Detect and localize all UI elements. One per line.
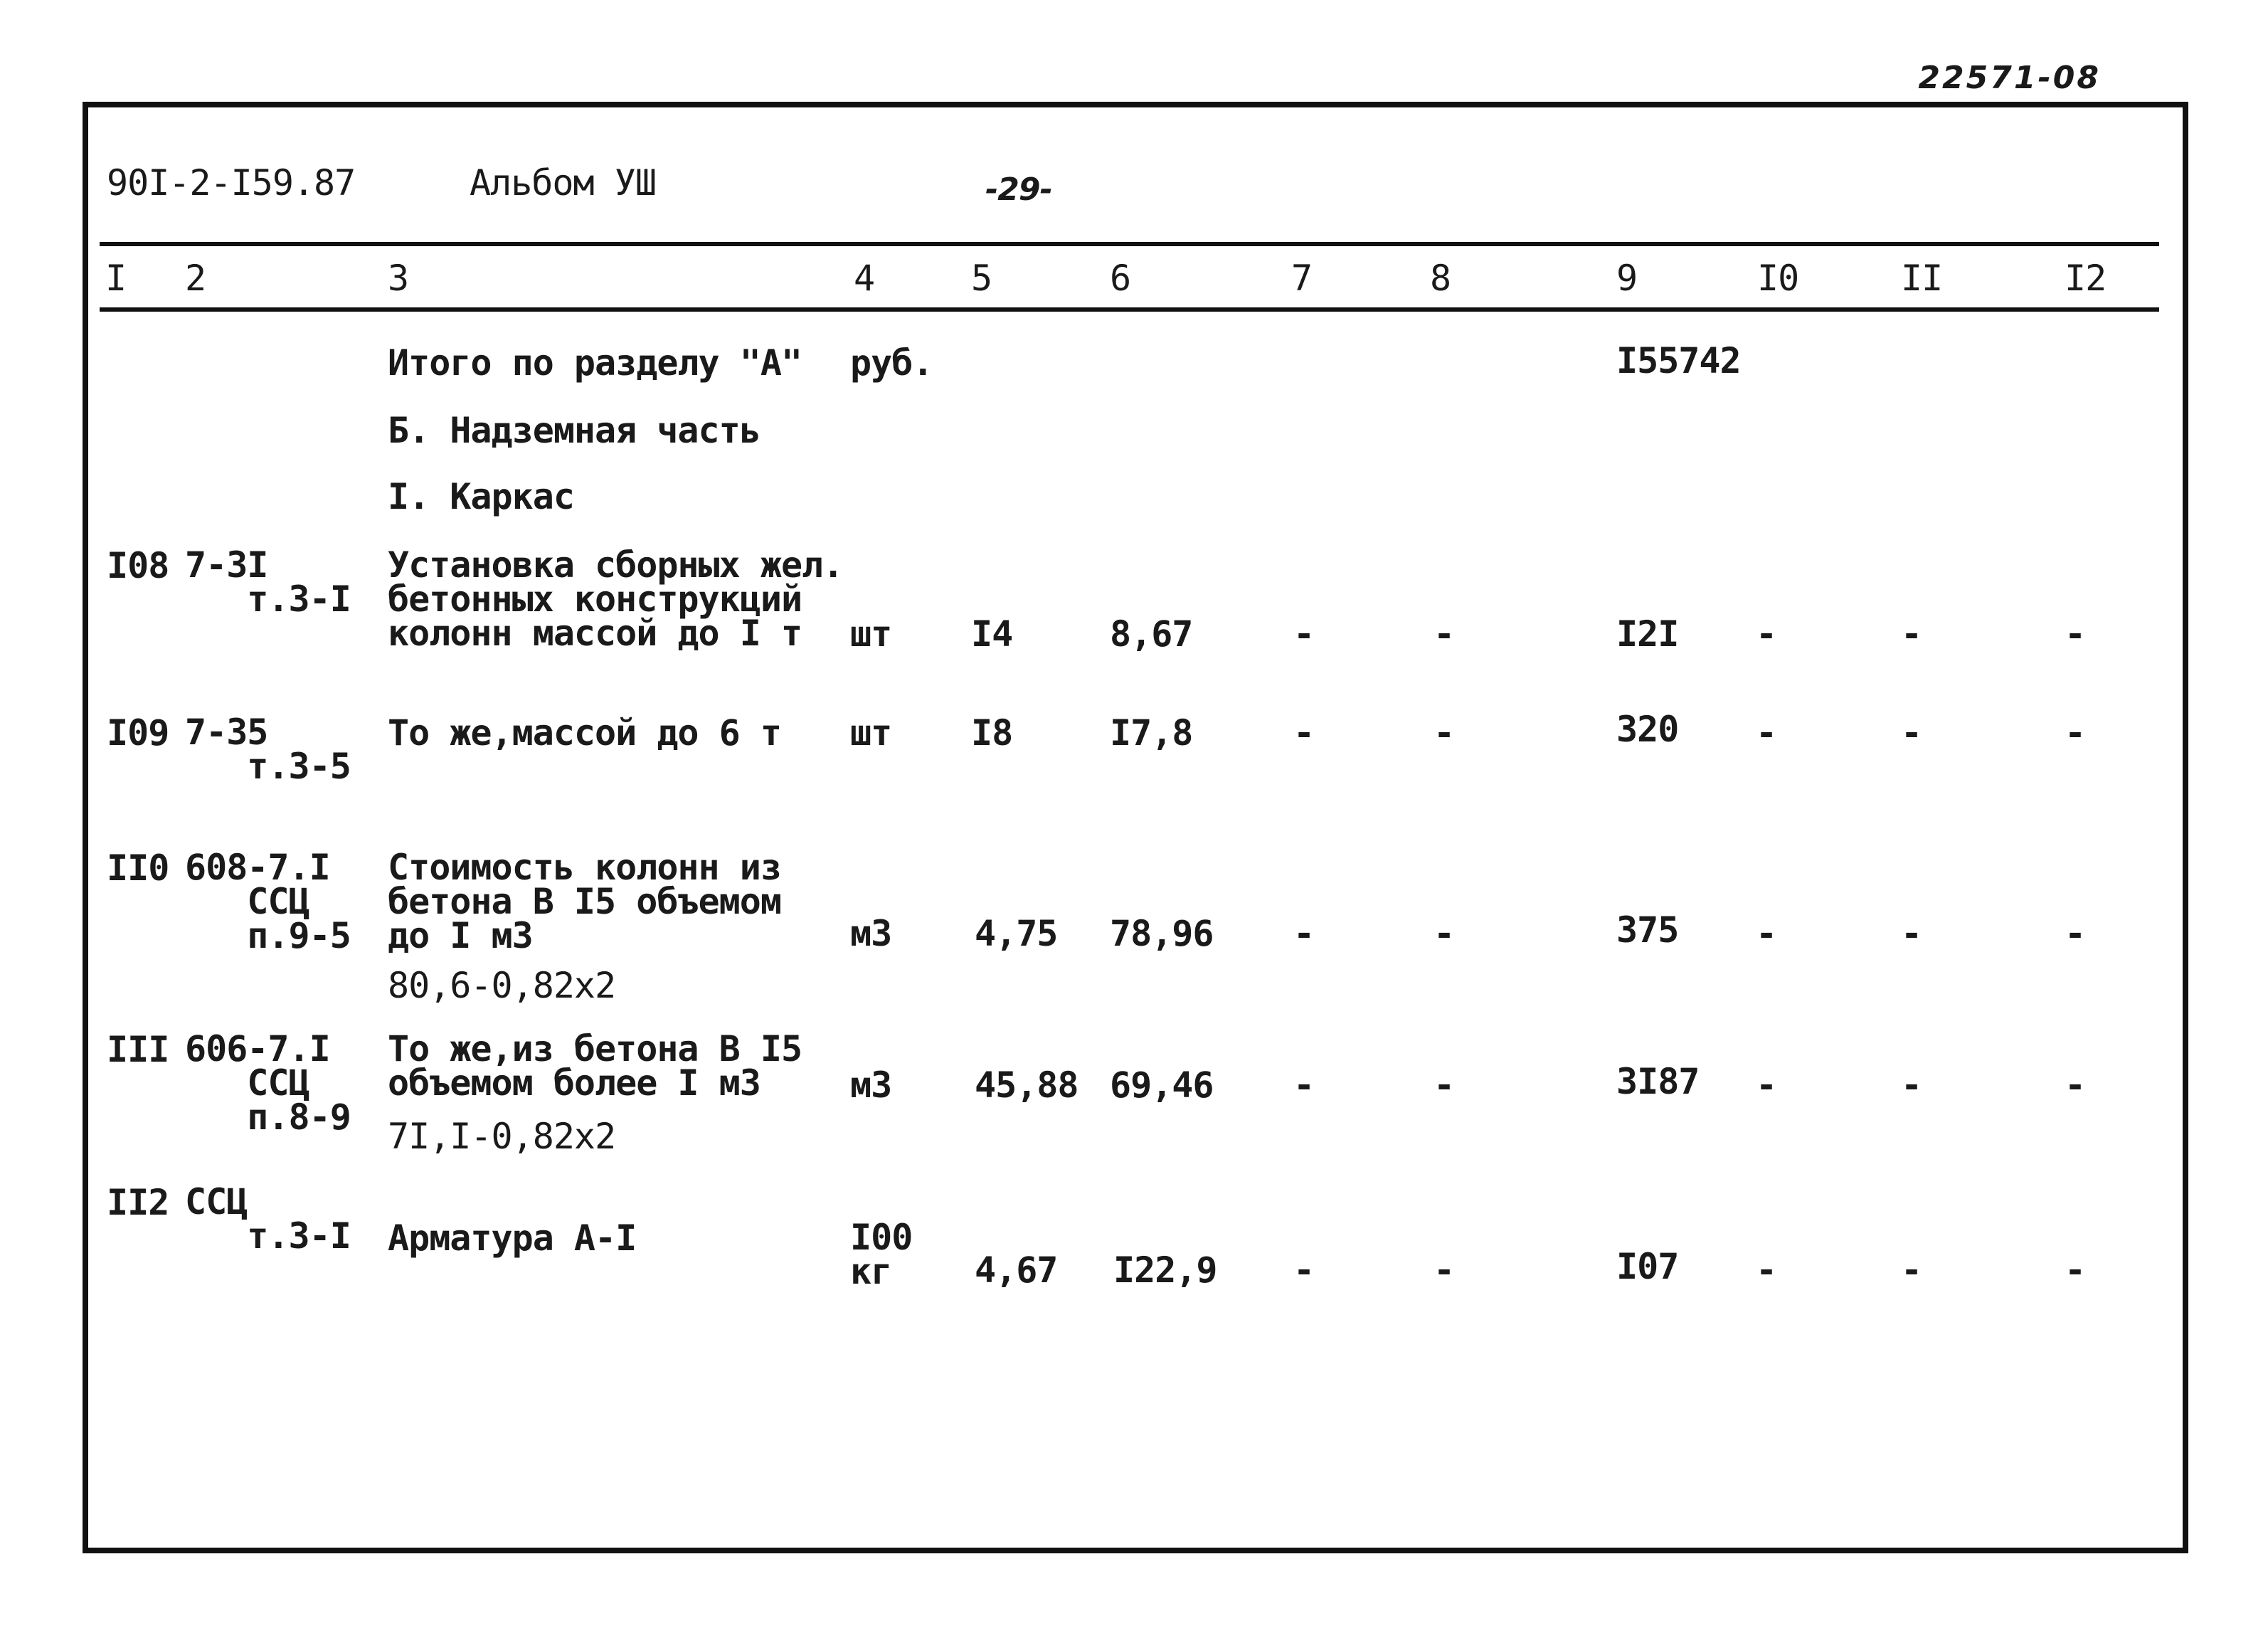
row-col10: - bbox=[1756, 613, 1777, 655]
section-b-heading: Б. Надземная часть bbox=[388, 410, 761, 451]
section-a-total-unit: руб. bbox=[850, 342, 933, 384]
row-number: I09 bbox=[107, 712, 169, 754]
row-col8: - bbox=[1434, 613, 1455, 655]
section-a-total-label: Итого по разделу "А" bbox=[388, 342, 802, 384]
row-quantity: 45,88 bbox=[975, 1064, 1079, 1106]
row-number: II0 bbox=[107, 847, 169, 889]
row-col10: - bbox=[1756, 712, 1777, 754]
row-quantity: I8 bbox=[971, 712, 1013, 754]
row-description: Арматура А-I bbox=[388, 1217, 637, 1259]
row-description: Установка сборных жел. бетонных конструкций колонн массой до I т bbox=[388, 544, 844, 654]
row-unit: шт bbox=[850, 613, 892, 655]
row-col10: - bbox=[1756, 1249, 1777, 1291]
row-number: III bbox=[107, 1029, 169, 1070]
row-col7: - bbox=[1293, 1064, 1315, 1106]
row-col8: - bbox=[1434, 712, 1455, 754]
row-formula: 7I,I-0,82х2 bbox=[388, 1116, 616, 1157]
row-total: 3I87 bbox=[1616, 1061, 1700, 1102]
section-a-total-value: I55742 bbox=[1616, 340, 1741, 381]
page-number: -29- bbox=[985, 171, 1052, 208]
subsection-heading: I. Каркас bbox=[388, 476, 574, 517]
row-total: I07 bbox=[1616, 1246, 1679, 1287]
row-unit: шт bbox=[850, 712, 892, 754]
row-quantity: 4,67 bbox=[975, 1249, 1058, 1291]
column-header: 4 bbox=[854, 258, 875, 299]
row-number: I08 bbox=[107, 545, 169, 586]
row-col7: - bbox=[1293, 613, 1315, 655]
row-quantity: 4,75 bbox=[975, 913, 1058, 954]
column-header: I bbox=[105, 258, 127, 299]
header-rule-top bbox=[100, 242, 2159, 246]
row-total: I2I bbox=[1616, 613, 1679, 655]
column-header: I0 bbox=[1757, 258, 1799, 299]
row-col7: - bbox=[1293, 1249, 1315, 1291]
album-label: Альбом УШ bbox=[470, 162, 656, 204]
row-col8: - bbox=[1434, 913, 1455, 954]
row-price: 8,67 bbox=[1110, 613, 1193, 655]
page-frame bbox=[83, 102, 2188, 1553]
row-description: Стоимость колонн из бетона В I5 объемом до I м3 bbox=[388, 847, 781, 956]
row-col11: - bbox=[1901, 1064, 1922, 1106]
column-header: 2 bbox=[185, 258, 206, 299]
row-col12: - bbox=[2065, 913, 2086, 954]
row-description: То же,из бетона В I5 объемом более I м3 bbox=[388, 1028, 802, 1104]
row-col7: - bbox=[1293, 913, 1315, 954]
row-price: 69,46 bbox=[1110, 1064, 1214, 1106]
row-code: ССЦ т.3-I bbox=[185, 1181, 351, 1257]
row-price: I7,8 bbox=[1110, 712, 1193, 754]
row-code: 7-3I т.3-I bbox=[185, 544, 351, 620]
row-col12: - bbox=[2065, 712, 2086, 754]
row-price: 78,96 bbox=[1110, 913, 1214, 954]
row-price: I22,9 bbox=[1113, 1249, 1217, 1291]
row-col8: - bbox=[1434, 1064, 1455, 1106]
row-number: II2 bbox=[107, 1182, 169, 1223]
row-quantity: I4 bbox=[971, 613, 1013, 655]
row-code: 608-7.I ССЦ п.9-5 bbox=[185, 847, 351, 956]
column-header: 6 bbox=[1110, 258, 1131, 299]
row-formula: 80,6-0,82х2 bbox=[388, 965, 616, 1006]
row-unit: м3 bbox=[850, 1064, 892, 1106]
row-col12: - bbox=[2065, 1064, 2086, 1106]
row-unit: м3 bbox=[850, 913, 892, 954]
column-header: 3 bbox=[388, 258, 409, 299]
column-header: 8 bbox=[1430, 258, 1451, 299]
row-col7: - bbox=[1293, 712, 1315, 754]
row-code: 7-35 т.3-5 bbox=[185, 712, 351, 787]
row-unit: I00 кг bbox=[850, 1217, 913, 1292]
column-header: I2 bbox=[2065, 258, 2107, 299]
row-col11: - bbox=[1901, 1249, 1922, 1291]
column-header: 9 bbox=[1616, 258, 1638, 299]
row-col11: - bbox=[1901, 613, 1922, 655]
column-header: II bbox=[1901, 258, 1943, 299]
column-header: 7 bbox=[1291, 258, 1313, 299]
row-col10: - bbox=[1756, 1064, 1777, 1106]
row-col12: - bbox=[2065, 1249, 2086, 1291]
row-col11: - bbox=[1901, 712, 1922, 754]
row-description: То же,массой до 6 т bbox=[388, 712, 781, 754]
row-col8: - bbox=[1434, 1249, 1455, 1291]
row-total: 375 bbox=[1616, 909, 1679, 951]
row-col11: - bbox=[1901, 913, 1922, 954]
column-header: 5 bbox=[971, 258, 992, 299]
document-code: 90I-2-I59.87 bbox=[107, 162, 356, 204]
row-col10: - bbox=[1756, 913, 1777, 954]
header-rule-bottom bbox=[100, 307, 2159, 312]
row-code: 606-7.I ССЦ п.8-9 bbox=[185, 1028, 351, 1138]
row-col12: - bbox=[2065, 613, 2086, 655]
document-stamp: 22571-08 bbox=[1918, 60, 2101, 96]
row-total: 320 bbox=[1616, 709, 1679, 750]
